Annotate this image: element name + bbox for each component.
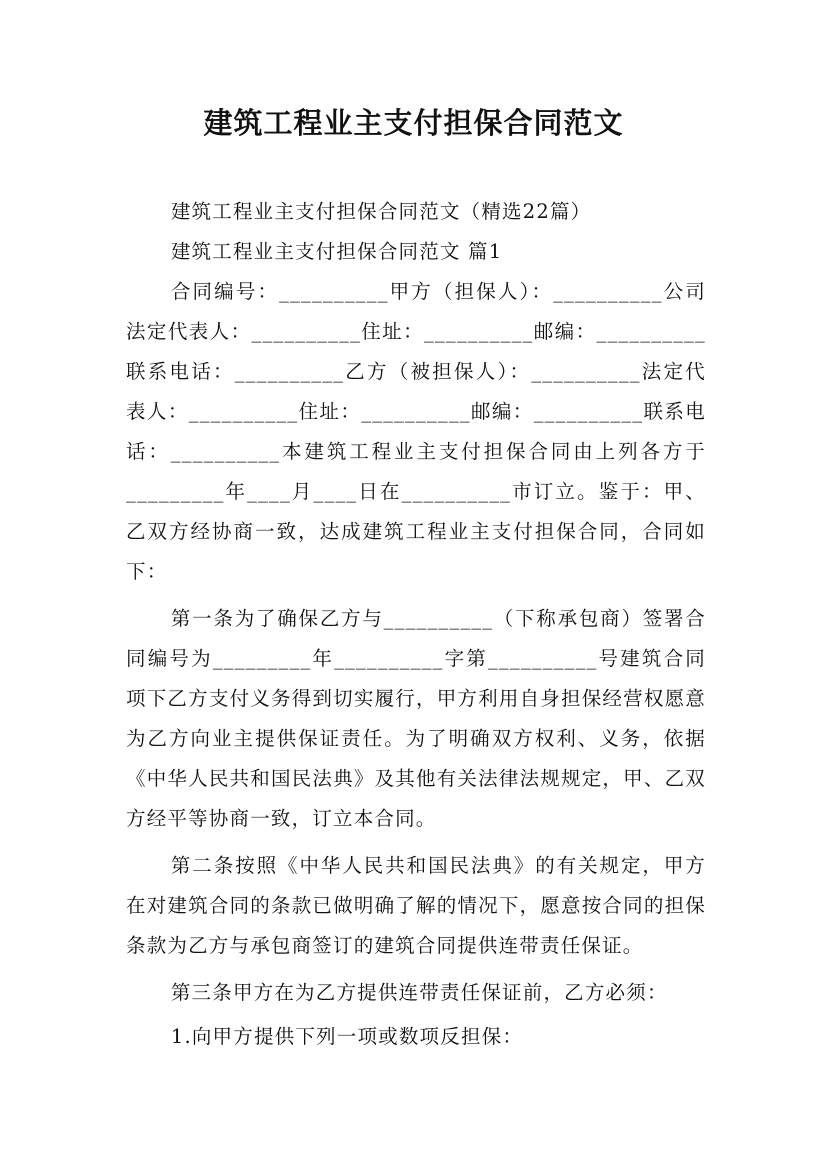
paragraph-article-3: 第三条甲方在为乙方提供连带责任保证前，乙方必须： [170,981,668,1004]
paragraph-parties: 合同编号：__________甲方（担保人）：__________公司法定代表人：__________住址：__________邮编：__________联系电话：__________乙方（被担保人）：__________法定代表人：__________住址：__________邮编：__________联系电话：__________本建筑工程业主支付担保合同由上列各方于_________年____月____日在__________市订立。鉴于：甲、乙双方经协商一致，达成建筑工程业主支付担保合同，合同如下： [126,280,706,583]
document-title: 建筑工程业主支付担保合同范文 [203,106,624,140]
paragraph-article-2: 第二条按照《中华人民共和国民法典》的有关规定，甲方在对建筑合同的条款已做明确了解的情况下，愿意按合同的担保条款为乙方与承包商签订的建筑合同提供连带责任保证。 [126,854,706,957]
paragraph-subtitle: 建筑工程业主支付担保合同范文（精选22篇） [170,200,592,223]
paragraph-article-3-item-1: 1.向甲方提供下列一项或数项反担保： [170,1025,524,1048]
paragraph-section-heading: 建筑工程业主支付担保合同范文 篇1 [170,240,503,263]
paragraph-article-1: 第一条为了确保乙方与__________（下称承包商）签署合同编号为_________年__________字第__________号建筑合同项下乙方支付义务得到切实履行，甲方利用自身担保经营权愿意为乙方向业主提供保证责任。为了明确双方权利、义务，依据《中华人民共和国民法典》及其他有关法律法规规定，甲、乙双方经平等协商一致，订立本合同。 [126,607,706,830]
document-body [126,192,706,1057]
